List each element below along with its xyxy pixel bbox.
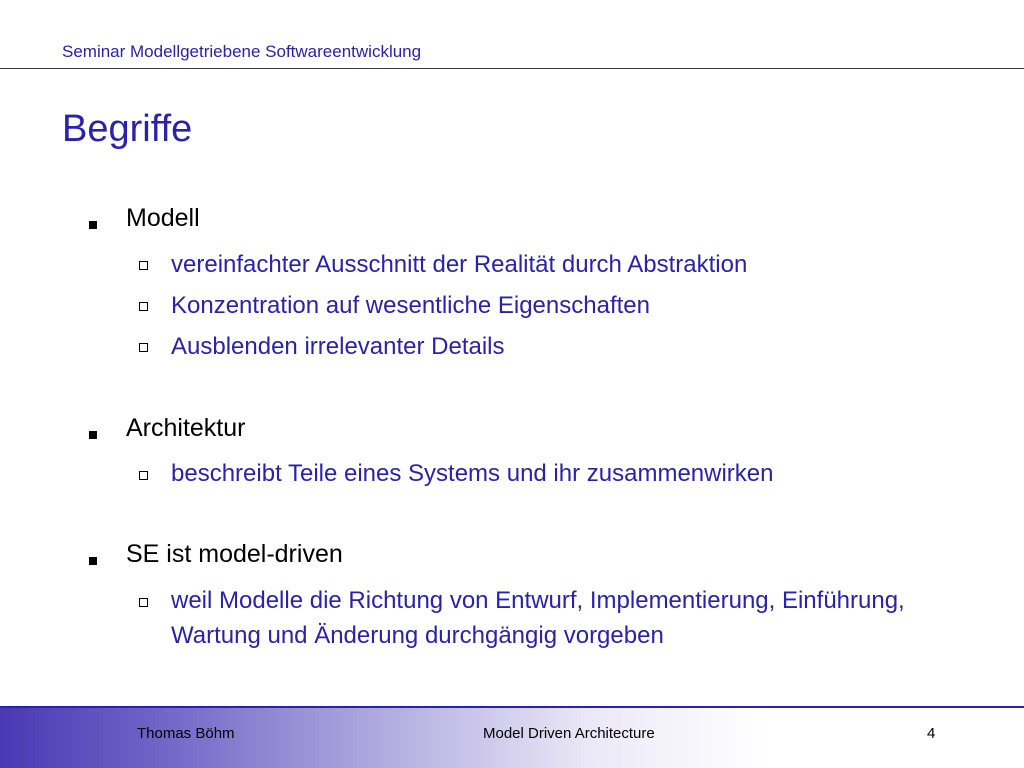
square-bullet-icon xyxy=(89,221,97,229)
sub-item: beschreibt Teile eines Systems und ihr zusammenwirken xyxy=(171,460,774,487)
slide-title: Begriffe xyxy=(62,108,193,150)
footer-page-number: 4 xyxy=(927,725,936,742)
sub-item: vereinfachter Ausschnitt der Realität durch Abstraktion xyxy=(171,251,748,278)
footer-topic: Model Driven Architecture xyxy=(483,725,655,742)
hollow-square-bullet-icon xyxy=(139,598,148,607)
sub-item: Konzentration auf wesentliche Eigenschaften xyxy=(171,292,650,319)
bullet-item-modell: Modell xyxy=(126,204,200,232)
hollow-square-bullet-icon xyxy=(139,302,148,311)
bullet-item-se-model-driven: SE ist model-driven xyxy=(126,540,343,568)
footer-author: Thomas Böhm xyxy=(137,725,235,742)
sub-item: Ausblenden irrelevanter Details xyxy=(171,333,505,360)
sub-item: weil Modelle die Richtung von Entwurf, Implementierung, Einführung, Wartung und Änderung durchgängig vorgeben xyxy=(171,587,905,649)
header-title: Seminar Modellgetriebene Softwareentwicklung xyxy=(62,42,422,61)
hollow-square-bullet-icon xyxy=(139,261,148,270)
bullet-item-architektur: Architektur xyxy=(126,414,246,442)
hollow-square-bullet-icon xyxy=(139,471,148,480)
hollow-square-bullet-icon xyxy=(139,343,148,352)
square-bullet-icon xyxy=(89,431,97,439)
square-bullet-icon xyxy=(89,557,97,565)
